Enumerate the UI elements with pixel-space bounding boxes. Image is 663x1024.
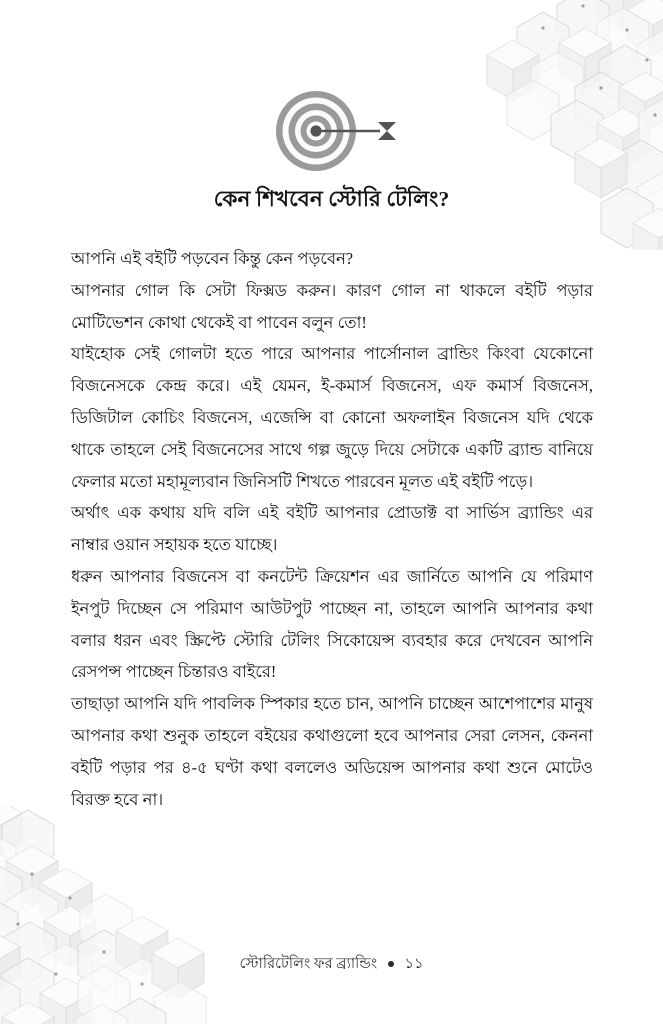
paragraph-4: অর্থাৎ এক কথায় যদি বলি এই বইটি আপনার প্রোডাক্ট বা সার্ভিস ব্র্যান্ডিং এর নাম্বার ওয়ান সহায়ক হতে যাচ্ছে। — [71, 503, 593, 555]
body-text — [71, 243, 593, 815]
paragraph-1: আপনি এই বইটি পড়বেন কিন্তু কেন পড়বেন? — [71, 249, 354, 268]
chapter-illustration — [0, 88, 663, 174]
page-number: ১১ — [404, 956, 424, 972]
page-footer — [0, 953, 663, 977]
paragraph-2: আপনার গোল কি সেটা ফিক্সড করুন। কারণ গোল না থাকলে বইটি পড়ার মোটিভেশন কোথা থেকেই বা পাবেন বলুন তো! — [71, 280, 593, 332]
footer-book-title: স্টোরিটেলিং ফর ব্র্যান্ডিং — [239, 956, 378, 972]
hexagon-pattern-bottom-left-icon — [0, 806, 232, 1024]
footer-separator-dot-icon — [388, 961, 394, 967]
target-arrow-icon — [268, 88, 396, 174]
paragraph-3: যাইহোক সেই গোলটা হতে পারে আপনার পার্সোনাল ব্রান্ডিং কিংবা যেকোনো বিজনেসকে কেন্দ্র করে। এই যেমন, ই-কমার্স বিজনেস, এফ কমার্স বিজনেস, ডিজিটাল কোচিং বিজনেস, এজেন্সি বা কোনো অফলাইন বিজনেস যদি থেকে থাকে তাহলে সেই বিজনেসের সাথে গল্প জুড়ে দিয়ে সেটাকে একটি ব্র্যান্ড বানিয়ে ফেলার মতো মহামূল্যবান জিনিসটি শিখতে পারবেন মূলত এই বইটি পড়ে। — [71, 344, 593, 491]
paragraph-5: ধরুন আপনার বিজনেস বা কনটেন্ট ক্রিয়েশন এর জার্নিতে আপনি যে পরিমাণ ইনপুট দিচ্ছেন সে পরিমাণ আউটপুট পাচ্ছেন না, তাহলে আপনি আপনার কথা বলার ধরন এবং স্ক্রিপ্টে স্টোরি টেলিং সিকোয়েন্স ব্যবহার করে দেখবেন আপনি রেসপন্স পাচ্ছেন চিন্তারও বাইরে! — [71, 566, 593, 682]
paragraph-6: তাছাড়া আপনি যদি পাবলিক স্পিকার হতে চান, আপনি চাচ্ছেন আশেপাশের মানুষ আপনার কথা শুনুক তাহলে বইয়ের কথাগুলো হবে আপনার সেরা লেসন, কেননা বইটি পড়ার পর ৪-৫ ঘণ্টা কথা বললেও অডিয়েন্স আপনার কথা শুনে মোটেও বিরক্ত হবে না। — [71, 694, 593, 809]
page-title: কেন শিখবেন স্টোরি টেলিং? — [213, 187, 450, 211]
